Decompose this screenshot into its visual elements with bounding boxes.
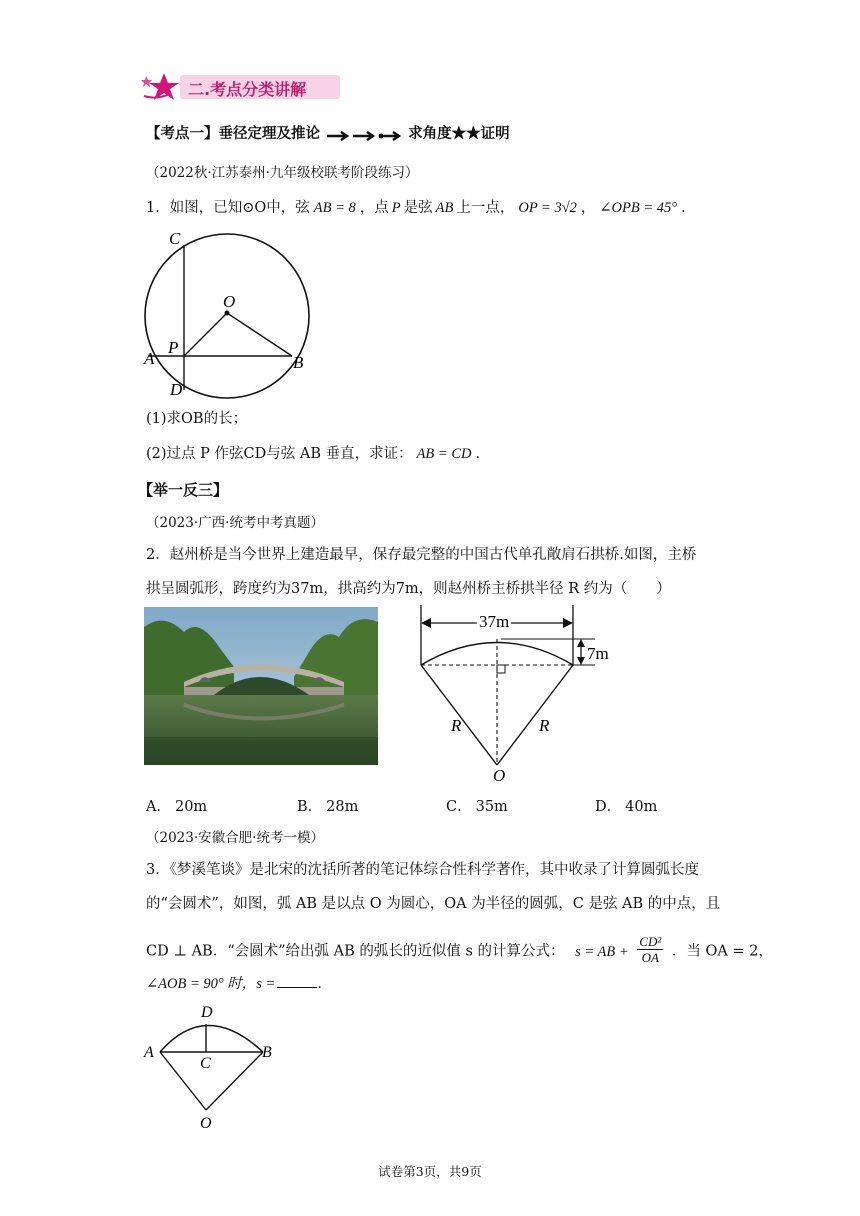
q2-line1: 2．赵州桥是当今世界上建造最早，保存最完整的中国古代单孔敞肩石拱桥.如图，主桥 [146,547,697,563]
q3-line4-end: ． [317,976,332,992]
q1-angle: ∠OPB = 45° [599,200,678,216]
option-a[interactable] [146,795,207,816]
topic-tags: 求角度★★证明 [408,125,510,142]
q1-sep: ， [580,200,596,216]
option-b[interactable] [297,795,358,816]
option-c-letter: C． [446,799,472,815]
q2-source: （2023·广西·统考中考真题） [146,515,324,531]
label-p: P [168,338,179,357]
option-b-text: 28m [326,799,359,815]
arrow-icons [325,128,403,140]
q1-part2 [146,444,490,464]
q2-line2: 拱呈圆弧形，跨度约为37m，拱高约为7m，则赵州桥主桥拱半径 R 约为（ ） [146,581,671,597]
practice-title: 【举一反三】 [138,481,229,499]
label-d-q3: D [201,1004,213,1021]
bridge-diagram [415,605,655,785]
q1-source: （2022秋·江苏泰州·九年级校联考阶段练习） [146,165,419,181]
section-title: 二.考点分类讲解 [188,80,307,99]
page-footer: 试卷第3页，共9页 [378,1164,482,1179]
q3-line3 [146,936,773,967]
q3-line2: 的“会圆术”，如图，弧 AB 是以点 O 为圆心，OA 为半径的圆弧，C 是弦 AB 的中点，且 [146,896,721,912]
bridge-photo [144,607,378,765]
option-b-letter: B． [297,799,323,815]
center-label: O [493,766,506,785]
topic-title: 【考点一】垂径定理及推论 [146,125,320,142]
q1-op-value: OP = 3√2 [518,200,577,216]
section-banner [140,70,345,104]
radius-label-left: R [451,716,462,735]
span-label: 37m [479,612,510,631]
label-b-q3: B [262,1044,272,1061]
q1-part2-text: (2)过点 P 作弦CD与弦 AB 垂直，求证： [146,446,413,462]
q1-end: ． [681,200,696,216]
label-o: O [223,292,236,311]
q3-line4 [146,973,332,994]
q3-line1: 3．《梦溪笔谈》是北宋的沈括所著的笔记体综合性科学著作，其中收录了计算圆弧长度 [146,862,699,878]
label-a: A [144,349,155,368]
q1-chord-length: AB = 8 [313,200,356,216]
q1-stem-text-3: 是弦 [403,200,433,216]
q1-part2-eq: AB = CD [416,446,472,462]
q1-stem-text-4: 上一点， [456,200,515,216]
radius-label-right: R [539,716,550,735]
option-c-text: 35m [475,799,508,815]
option-a-text: 20m [174,799,208,815]
q1-part2-end: ． [475,446,490,462]
q1-stem-text-2: ，点 [359,200,389,216]
topic-heading [146,124,510,144]
option-d-text: 40m [625,799,658,815]
formula-numerator: CD² [639,934,662,949]
label-c: C [169,229,181,248]
q3-arc-figure [140,1000,290,1130]
answer-blank[interactable] [277,973,317,988]
q3-line3-text: CD ⊥ AB．“会圆术”给出弧 AB 的弧长的近似值 s 的计算公式： [146,943,565,960]
option-a-letter: A． [146,799,171,815]
label-d: D [170,380,183,399]
label-b: B [293,353,304,372]
q1-point-p: P [391,200,401,216]
q1-stem-text: 1．如图，已知⊙O中，弦 [146,200,310,216]
q1-stem [146,198,696,218]
label-o-q3: O [200,1115,212,1130]
option-c[interactable] [446,795,508,816]
q1-part1: (1)求OB的长； [146,411,248,427]
q3-condition: ∠AOB = 90° 时，s = [146,976,276,992]
label-a-q3: A [144,1044,154,1061]
q1-circle-figure [140,225,320,405]
option-d[interactable] [595,795,657,816]
q3-source: （2023·安徽合肥·统考一模） [146,830,324,846]
height-label: 7m [587,644,609,663]
formula-denominator: OA [641,950,659,965]
formula-lhs: s = AB + [575,943,629,960]
q3-line3-end: ．当 OA = 2， [671,943,773,960]
formula-fraction [637,934,663,965]
option-d-letter: D． [595,799,622,815]
q1-chord-ab: AB [435,200,454,216]
label-c-q3: C [200,1055,211,1072]
